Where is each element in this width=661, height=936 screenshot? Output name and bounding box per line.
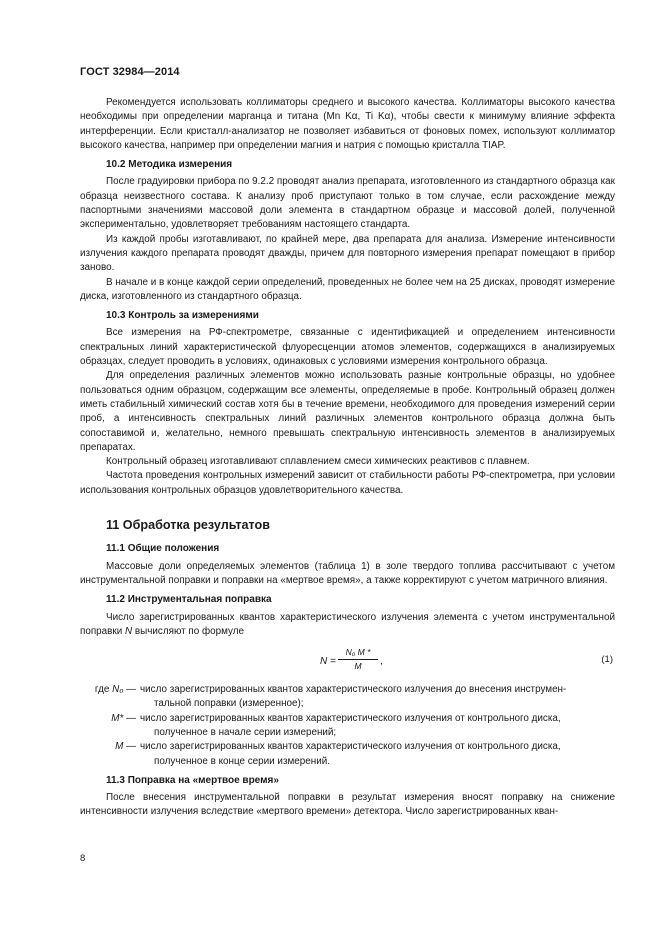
formula-fraction <box>338 647 378 672</box>
variable-n: N <box>125 625 133 637</box>
paragraph: Для определения различных элементов можно использовать разные контрольные образцы, но удобнее пользоваться одним образцом, содержащим все элементы, определяемые в пробе. Контрольный образец должен иметь стабильный химический состав хотя бы в течение времени, необходимого для проведения измерений серии проб, а интенсивность спектральных линий различных элементов контрольного образца должна быть сопоставимой и, желательно, немного превышать спектральную интенсивность элементов в анализируемых препаратах. <box>80 370 615 453</box>
definition-line: число зарегистрированных квантов характеристического излучения от контрольного диска, <box>140 712 561 724</box>
section-11-2-heading: 11.2 Инструментальная поправка <box>106 594 272 606</box>
formula-denominator: M <box>354 661 362 672</box>
definition-line: полученное в начале серии измерений; <box>154 726 337 738</box>
formula-numerator: N₀ M * <box>338 647 378 660</box>
paragraph: Контрольный образец изготавливают сплавлением смеси химических реактивов с плавнем. <box>106 456 530 468</box>
definition-line: тальной поправки (измеренное); <box>154 698 304 710</box>
document-header: ГОСТ 32984—2014 <box>80 66 180 78</box>
paragraph: После внесения инструментальной поправки в результат измерения вносят поправку на снижение интенсивности излучения вследствие «мертвого времени» детектора. Число зарегистрированных кван- <box>80 792 615 818</box>
definition-symbol: M <box>115 741 124 753</box>
definition-line: полученное в конце серии измерений. <box>154 755 330 767</box>
section-10-2-heading: 10.2 Методика измерения <box>106 159 233 171</box>
symbol-definitions <box>80 683 615 769</box>
paragraph-with-variable: Число зарегистрированных квантов характеристического излучения элемента с учетом инструментальной поправки N вычисляют по формуле <box>80 611 615 637</box>
document-body <box>80 96 615 820</box>
paragraph: Из каждой пробы изготавливают, по крайней мере, два препарата для анализа. Измерение интенсивности излучения каждого препарата проводят дважды, причем для повторного измерения препарат помещают в прибор заново. <box>80 233 615 274</box>
formula-number: (1) <box>601 654 613 666</box>
paragraph: Все измерения на РФ-спектрометре, связанные с идентификацией и определением интенсивности спектральных линий характеристической флуоресценции атомов элементов, содержащихся в анализируемых образцах, следует проводить в условиях, одинаковых с условиями измерения контрольного образца. <box>80 327 615 368</box>
formula-lhs: N = <box>320 656 336 668</box>
section-11-1-heading: 11.1 Общие положения <box>106 543 220 555</box>
definition-item: M — число зарегистрированных квантов характеристического излучения от контрольного диска, полученное в конце серии измерений. <box>80 740 615 769</box>
formula-trail: , <box>380 656 383 668</box>
definition-item: где N₀ — число зарегистрированных квантов характеристического излучения до внесения инструмен- тальной поправки (измеренное); <box>80 683 615 712</box>
page-number: 8 <box>80 853 86 864</box>
definition-line: число зарегистрированных квантов характеристического излучения до внесения инструмен- <box>140 684 567 696</box>
section-11-heading: 11 Обработка результатов <box>106 518 270 533</box>
definition-symbol: M* <box>111 712 124 724</box>
paragraph: В начале и в конце каждой серии определений, проведенных не более чем на 25 дисках, проводят измерение диска, изготовленного из стандартного образца. <box>80 276 615 302</box>
definition-symbol: N₀ <box>112 684 124 696</box>
paragraph: После градуировки прибора по 9.2.2 проводят анализ препарата, изготовленного из стандартного образца как образца неизвестного состава. К анализу проб приступают только в том случае, если расхождение между паспортными значениями массовой доли элемента в стандартном образце и массовой долей, полученной экспериментально, удовлетворяет требованиям настоящего стандарта. <box>80 176 615 231</box>
paragraph: Массовые доли определяемых элементов (таблица 1) в золе твердого топлива рассчитывают с учетом инструментальной поправки и поправки на «мертвое время», а также корректируют с учетом матричного влияния. <box>80 560 615 586</box>
formula-1 <box>80 647 615 677</box>
definition-item: M* — число зарегистрированных квантов характеристического излучения от контрольного диска, полученное в начале серии измерений; <box>80 712 615 741</box>
intro-paragraph: Рекомендуется использовать коллиматоры среднего и высокого качества. Коллиматоры высокого качества необходимы при определении марганца и титана (Mn Kα, Ti Kα), чтобы свести к минимуму влияние эффекта интерференции. Если кристалл-анализатор не позволяет избавиться от фоновых помех, используют коллиматор высокого качества, например при определении магния и натрия с помощью кристалла TIAP. <box>80 97 615 151</box>
paragraph: Частота проведения контрольных измерений зависит от стабильности работы РФ-спектрометра, при условии использования контрольных образцов удовлетворительного качества. <box>80 470 615 496</box>
definition-line: число зарегистрированных квантов характеристического излучения от контрольного диска, <box>140 741 561 753</box>
section-10-3-heading: 10.3 Контроль за измерениями <box>106 310 259 322</box>
section-11-3-heading: 11.3 Поправка на «мертвое время» <box>106 774 279 786</box>
